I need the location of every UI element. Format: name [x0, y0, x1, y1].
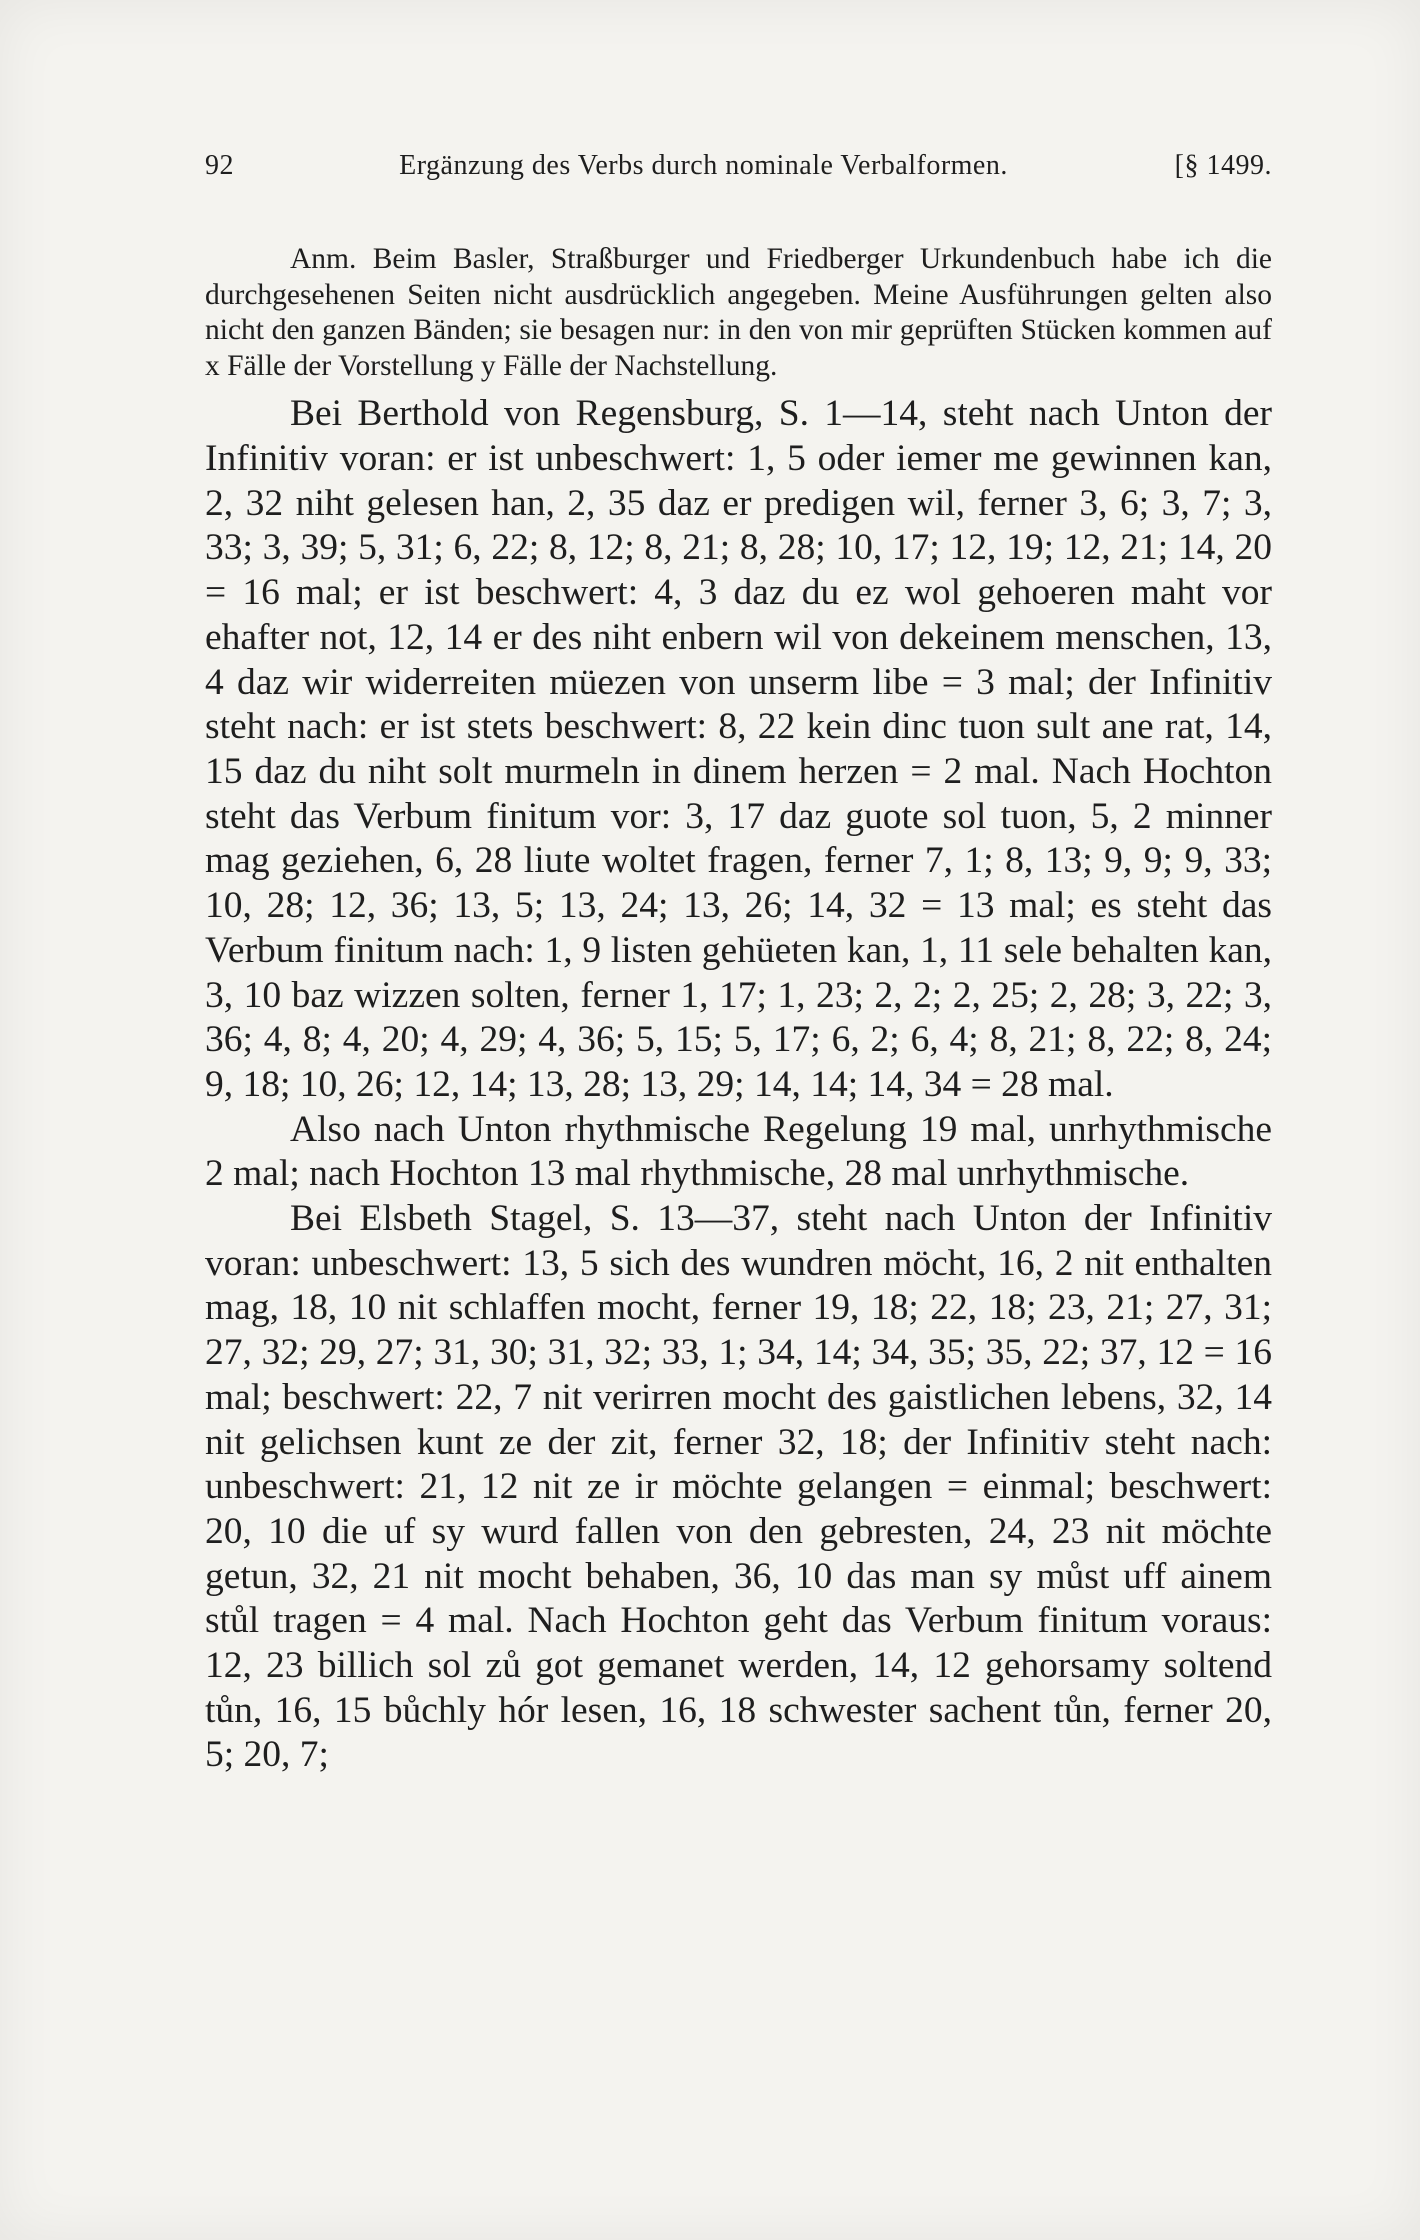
section-reference: [§ 1499.: [1174, 150, 1272, 181]
page-number: 92: [205, 150, 234, 181]
paragraph-berthold: Bei Berthold von Regensburg, S. 1—14, steht nach Unton der Infinitiv voran: er ist unbeschwert: 1, 5 oder iemer me gewinnen kan, 2, 32 niht gelesen han, 2, 35 daz er predigen wil, ferner 3, 6; 3, 7; 3, 33; 3, 39; 5, 31; 6, 22; 8, 12; 8, 21; 8, 28; 10, 17; 12, 19; 12, 21; 14, 20 = 16 mal; er ist beschwert: 4, 3 daz du ez wol gehoeren maht vor ehafter not, 12, 14 er des niht enbern wil von dekeinem menschen, 13, 4 daz wir widerreiten müezen von unserm libe = 3 mal; der Infinitiv steht nach: er ist stets beschwert: 8, 22 kein dinc tuon sult ane rat, 14, 15 daz du niht solt murmeln in dinem herzen = 2 mal. Nach Hochton steht das Verbum finitum vor: 3, 17 daz guote sol tuon, 5, 2 minner mag geziehen, 6, 28 liute woltet fragen, ferner 7, 1; 8, 13; 9, 9; 9, 33; 10, 28; 12, 36; 13, 5; 13, 24; 13, 26; 14, 32 = 13 mal; es steht das Verbum finitum nach: 1, 9 listen gehüeten kan, 1, 11 sele behalten kan, 3, 10 baz wizzen solten, ferner 1, 17; 1, 23; 2, 2; 2, 25; 2, 28; 3, 22; 3, 36; 4, 8; 4, 20; 4, 29; 4, 36; 5, 15; 5, 17; 6, 2; 6, 4; 8, 21; 8, 22; 8, 24; 9, 18; 10, 26; 12, 14; 13, 28; 13, 29; 14, 14; 14, 34 = 28 mal.: [205, 393, 1272, 1105]
text-block: [205, 150, 1272, 1778]
paragraph-summary: Also nach Unton rhythmische Regelung 19 mal, unrhythmische 2 mal; nach Hochton 13 mal rhythmische, 28 mal unrhythmische.: [205, 1108, 1272, 1195]
paragraph-elsbeth: Bei Elsbeth Stagel, S. 13—37, steht nach Unton der Infinitiv voran: unbeschwert: 13, 5 sich des wundren möcht, 16, 2 nit enthalten mag, 18, 10 nit schlaffen mocht, ferner 19, 18; 22, 18; 23, 21; 27, 31; 27, 32; 29, 27; 31, 30; 31, 32; 33, 1; 34, 14; 34, 35; 35, 22; 37, 12 = 16 mal; beschwert: 22, 7 nit verirren mocht des gaistlichen lebens, 32, 14 nit gelichsen kunt ze der zit, ferner 32, 18; der Infinitiv steht nach: unbeschwert: 21, 12 nit ze ir möchte gelangen = einmal; beschwert: 20, 10 die uf sy wurd fallen von den gebresten, 24, 23 nit möchte getun, 32, 21 nit mocht behaben, 36, 10 das man sy můst uff ainem stůl tragen = 4 mal. Nach Hochton geht das Verbum finitum voraus: 12, 23 billich sol zů got gemanet werden, 14, 12 gehorsamy soltend tůn, 16, 15 bůchly hór lesen, 16, 18 schwester sachent tůn, ferner 20, 5; 20, 7;: [205, 1198, 1272, 1776]
running-header: [205, 150, 1272, 184]
running-title: Ergänzung des Verbs durch nominale Verbalformen.: [399, 150, 1008, 181]
annotation-note: Anm. Beim Basler, Straßburger und Friedberger Urkundenbuch habe ich die durchgesehenen Seiten nicht ausdrücklich angegeben. Meine Ausführungen gelten also nicht den ganzen Bänden; sie besagen nur: in den von mir geprüften Stücken kommen auf x Fälle der Vorstellung y Fälle der Nachstellung.: [205, 243, 1272, 382]
